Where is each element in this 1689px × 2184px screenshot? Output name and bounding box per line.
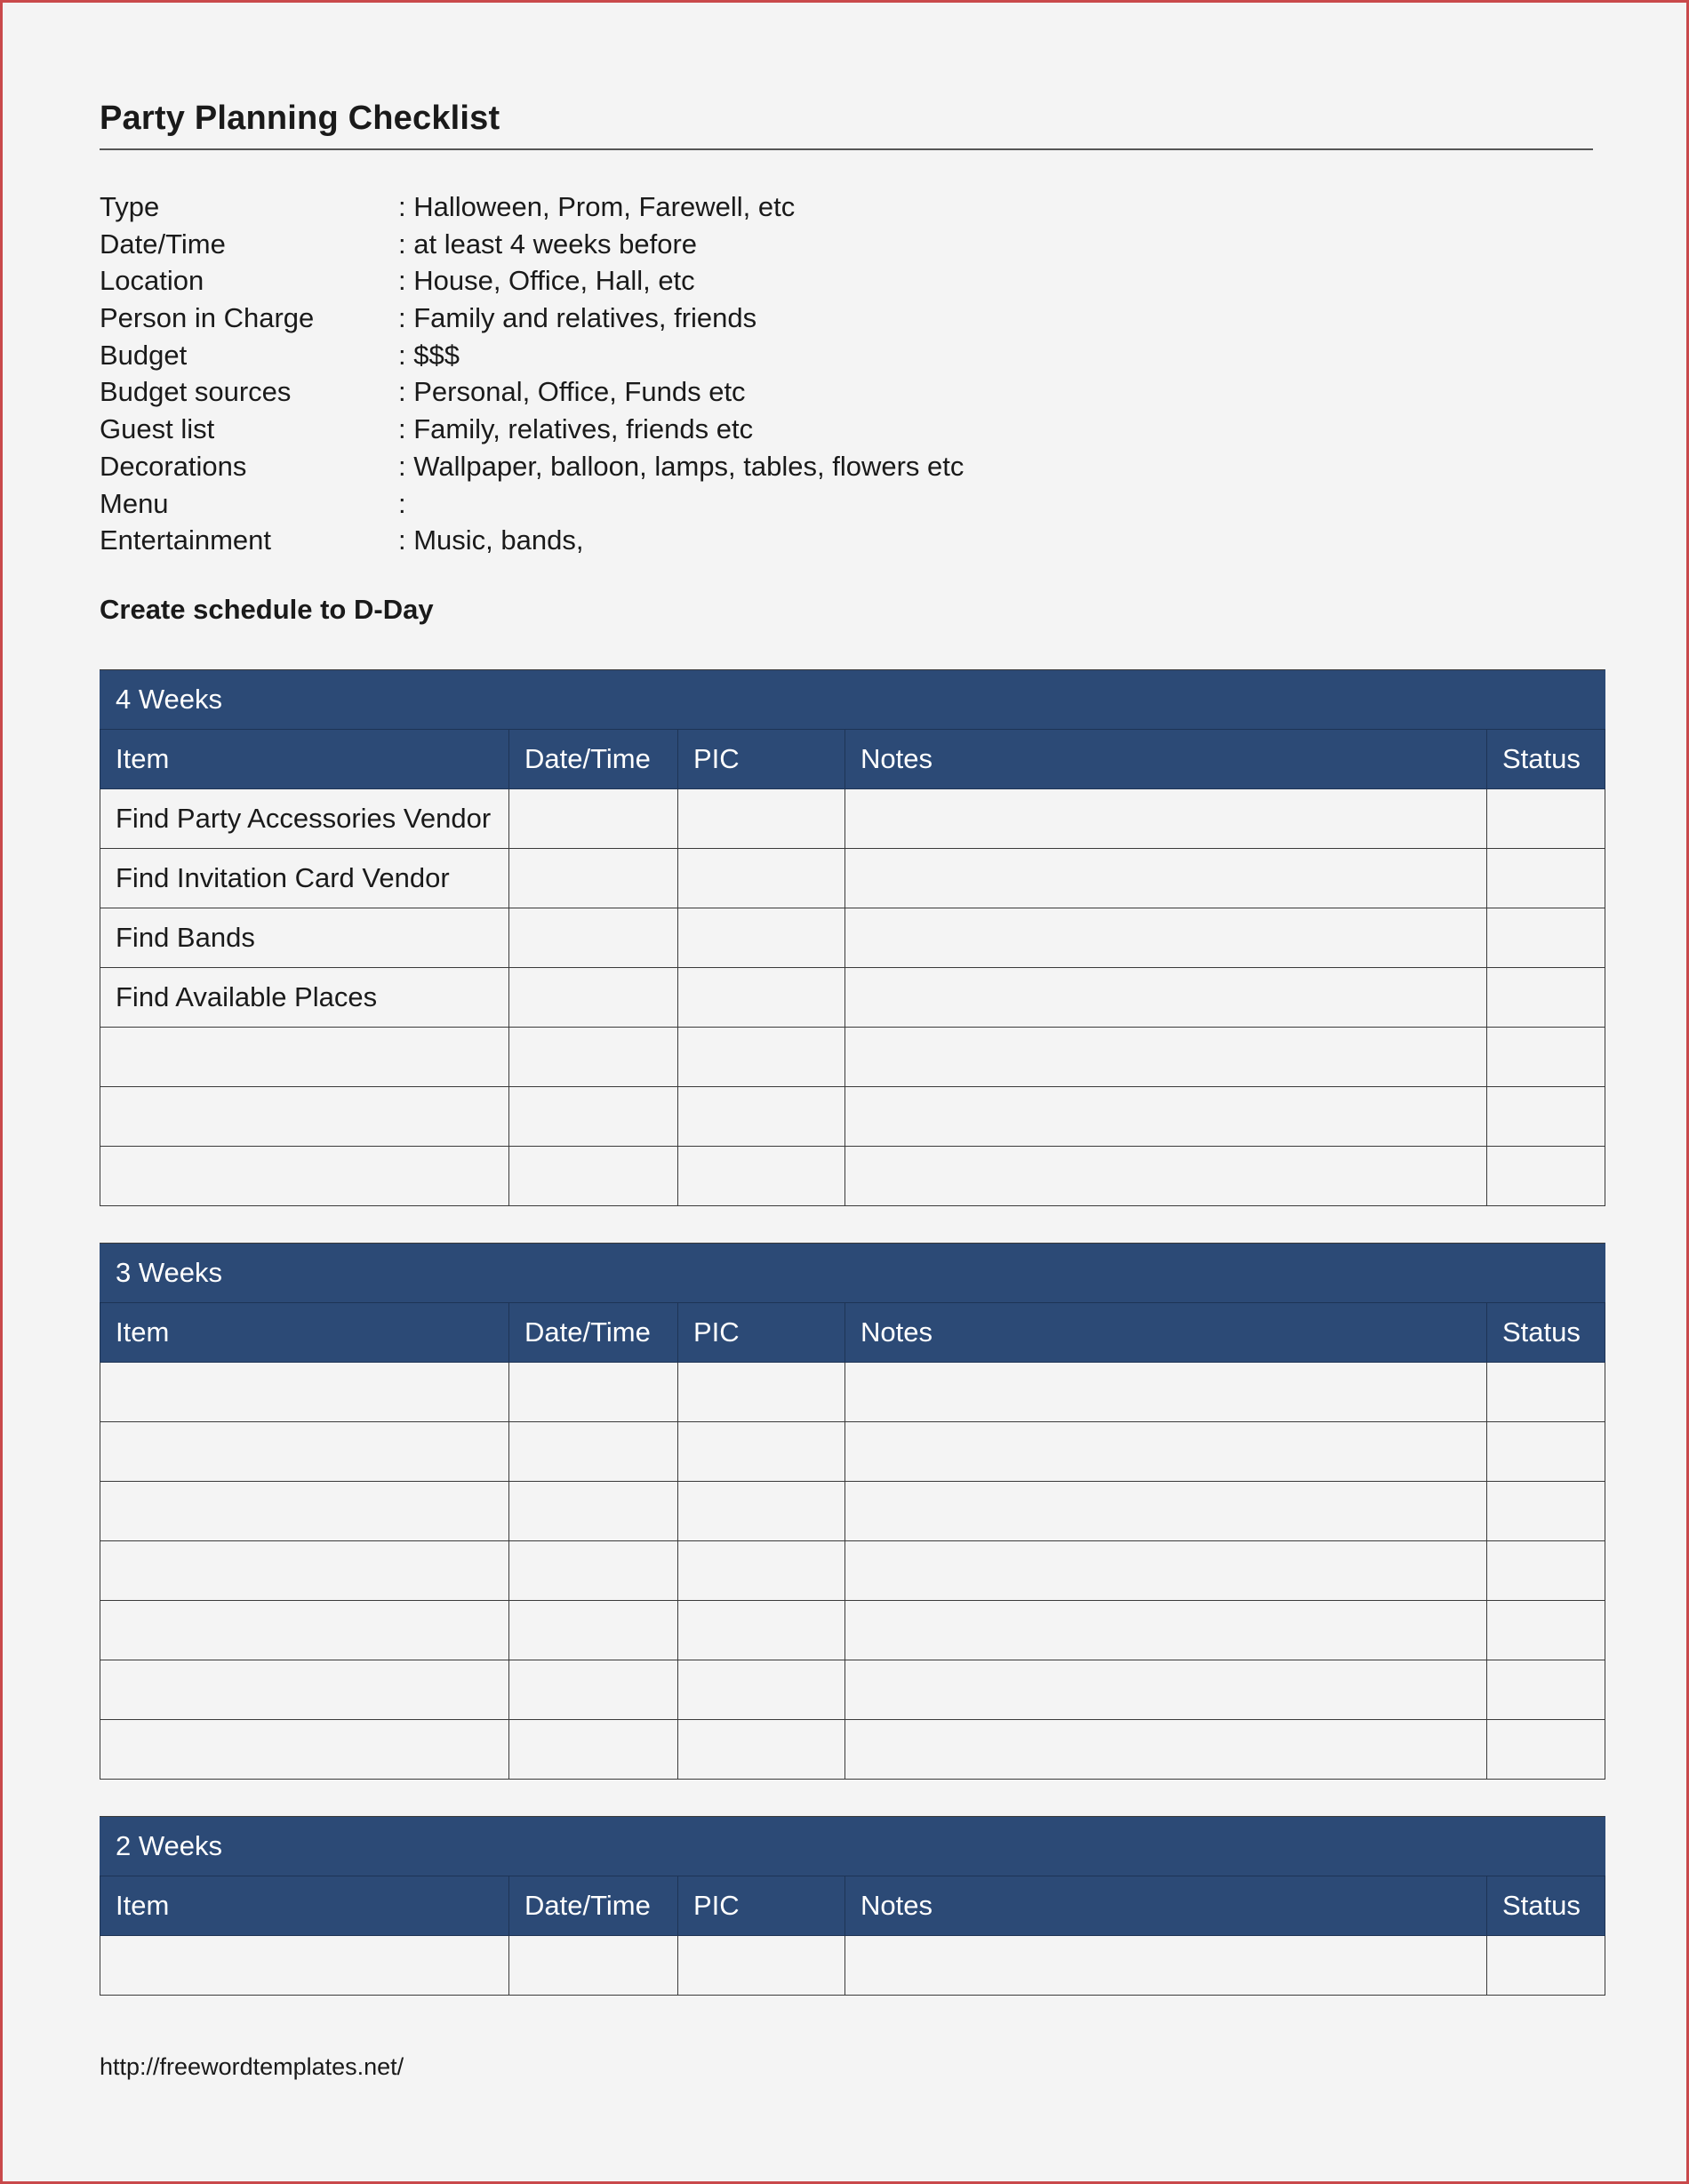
column-header: Status <box>1487 1303 1605 1363</box>
table-cell[interactable] <box>509 849 678 908</box>
column-header: Date/Time <box>509 1303 678 1363</box>
detail-row <box>100 337 964 374</box>
table-cell[interactable] <box>678 968 845 1028</box>
detail-row <box>100 188 964 226</box>
table-cell[interactable] <box>509 1147 678 1206</box>
column-header: Item <box>100 1303 509 1363</box>
detail-value: : $$$ <box>398 339 460 371</box>
table-cell[interactable] <box>678 1087 845 1147</box>
table-cell[interactable] <box>509 1087 678 1147</box>
table-row <box>100 1601 1605 1660</box>
detail-value: : Personal, Office, Funds etc <box>398 376 746 408</box>
table-row <box>100 1363 1605 1422</box>
table-row <box>100 1482 1605 1541</box>
table-cell[interactable]: Find Party Accessories Vendor <box>100 789 509 849</box>
table-row <box>100 908 1605 968</box>
table-row <box>100 1087 1605 1147</box>
table-cell[interactable] <box>845 1028 1487 1087</box>
table-cell[interactable] <box>1487 1363 1605 1422</box>
table-cell[interactable] <box>845 968 1487 1028</box>
table-row <box>100 1660 1605 1720</box>
table-cell[interactable] <box>845 1482 1487 1541</box>
table-cell[interactable] <box>678 1147 845 1206</box>
table-cell[interactable] <box>1487 1422 1605 1482</box>
table-cell[interactable] <box>678 1541 845 1601</box>
table-cell[interactable] <box>100 1028 509 1087</box>
table-row <box>100 1936 1605 1996</box>
table-cell[interactable] <box>509 1422 678 1482</box>
detail-row <box>100 411 964 448</box>
column-header: Notes <box>845 1303 1487 1363</box>
table-cell[interactable] <box>100 1363 509 1422</box>
table-cell[interactable] <box>678 789 845 849</box>
column-header: PIC <box>678 1876 845 1936</box>
table-cell[interactable] <box>845 1147 1487 1206</box>
table-cell[interactable] <box>509 1363 678 1422</box>
detail-label: Location <box>100 265 204 297</box>
table-cell[interactable] <box>509 1482 678 1541</box>
detail-row <box>100 373 964 411</box>
table-cell[interactable] <box>100 1482 509 1541</box>
detail-row <box>100 522 964 559</box>
table-cell[interactable] <box>678 908 845 968</box>
table-cell[interactable] <box>100 1660 509 1720</box>
section-heading: Create schedule to D-Day <box>100 594 434 625</box>
table-cell[interactable] <box>1487 1482 1605 1541</box>
table-cell[interactable] <box>509 1541 678 1601</box>
column-header: Notes <box>845 730 1487 789</box>
table-row <box>100 1422 1605 1482</box>
table-row <box>100 1028 1605 1087</box>
table-cell[interactable] <box>1487 1028 1605 1087</box>
detail-value: : at least 4 weeks before <box>398 228 698 260</box>
table-cell[interactable] <box>509 1028 678 1087</box>
detail-label: Budget sources <box>100 376 292 408</box>
table-cell[interactable] <box>1487 849 1605 908</box>
detail-label: Menu <box>100 487 169 519</box>
table-cell[interactable] <box>1487 908 1605 968</box>
table-cell[interactable] <box>678 1601 845 1660</box>
column-header: Status <box>1487 730 1605 789</box>
column-header: Item <box>100 730 509 789</box>
table-cell[interactable] <box>1487 1720 1605 1780</box>
page-title: Party Planning Checklist <box>100 100 500 137</box>
table-row <box>100 849 1605 908</box>
table-cell[interactable] <box>1487 968 1605 1028</box>
column-header: PIC <box>678 1303 845 1363</box>
table-cell[interactable] <box>678 1936 845 1996</box>
detail-row <box>100 448 964 485</box>
table-cell[interactable] <box>678 1028 845 1087</box>
table-cell[interactable] <box>100 1720 509 1780</box>
event-details <box>100 188 964 559</box>
schedule-table-2-weeks <box>100 1816 1605 1996</box>
table-cell[interactable] <box>845 1601 1487 1660</box>
column-header: Date/Time <box>509 730 678 789</box>
table-cell[interactable] <box>100 1087 509 1147</box>
table-cell[interactable] <box>100 1422 509 1482</box>
table-cell[interactable] <box>1487 789 1605 849</box>
table-cell[interactable]: Find Bands <box>100 908 509 968</box>
table-cell[interactable] <box>1487 1087 1605 1147</box>
schedule-table-3-weeks <box>100 1243 1605 1780</box>
table-cell[interactable] <box>1487 1147 1605 1206</box>
detail-value: : <box>398 487 406 519</box>
table-cell[interactable] <box>100 1936 509 1996</box>
detail-row <box>100 262 964 300</box>
table-cell[interactable] <box>509 908 678 968</box>
detail-label: Decorations <box>100 450 247 482</box>
table-cell[interactable] <box>678 1482 845 1541</box>
table-cell[interactable]: Find Invitation Card Vendor <box>100 849 509 908</box>
detail-value: : Family and relatives, friends <box>398 302 757 334</box>
table-cell[interactable] <box>845 1660 1487 1720</box>
column-header: Item <box>100 1876 509 1936</box>
detail-value: : Family, relatives, friends etc <box>398 413 754 445</box>
detail-row <box>100 300 964 337</box>
detail-label: Guest list <box>100 413 215 445</box>
table-cell[interactable] <box>509 789 678 849</box>
table-cell[interactable] <box>845 908 1487 968</box>
column-header: PIC <box>678 730 845 789</box>
table-row <box>100 1147 1605 1206</box>
table-cell[interactable] <box>845 1720 1487 1780</box>
table-cell[interactable] <box>845 1422 1487 1482</box>
table-cell[interactable] <box>100 1541 509 1601</box>
table-cell[interactable]: Find Available Places <box>100 968 509 1028</box>
table-cell[interactable] <box>678 1660 845 1720</box>
table-cell[interactable] <box>678 1422 845 1482</box>
title-divider <box>100 148 1593 150</box>
schedule-title: 3 Weeks <box>100 1244 1605 1303</box>
table-cell[interactable] <box>509 1660 678 1720</box>
detail-value: : Halloween, Prom, Farewell, etc <box>398 191 796 222</box>
schedule-title: 4 Weeks <box>100 670 1605 730</box>
table-cell[interactable] <box>1487 1936 1605 1996</box>
table-cell[interactable] <box>509 1936 678 1996</box>
detail-label: Person in Charge <box>100 302 315 334</box>
table-cell[interactable] <box>678 1720 845 1780</box>
table-cell[interactable] <box>100 1601 509 1660</box>
table-cell[interactable] <box>845 1936 1487 1996</box>
table-cell[interactable] <box>1487 1660 1605 1720</box>
column-header: Date/Time <box>509 1876 678 1936</box>
table-row <box>100 1720 1605 1780</box>
table-cell[interactable] <box>509 1601 678 1660</box>
schedule-table-4-weeks <box>100 669 1605 1206</box>
table-cell[interactable] <box>1487 1541 1605 1601</box>
column-header: Notes <box>845 1876 1487 1936</box>
detail-value: : House, Office, Hall, etc <box>398 265 695 297</box>
detail-row <box>100 226 964 263</box>
column-header: Status <box>1487 1876 1605 1936</box>
table-cell[interactable] <box>845 1363 1487 1422</box>
detail-label: Type <box>100 191 160 222</box>
detail-value: : Wallpaper, balloon, lamps, tables, flowers etc <box>398 450 965 482</box>
table-cell[interactable] <box>678 849 845 908</box>
detail-label: Budget <box>100 339 188 371</box>
detail-label: Entertainment <box>100 524 271 556</box>
table-cell[interactable] <box>509 968 678 1028</box>
table-row <box>100 789 1605 849</box>
table-cell[interactable] <box>845 789 1487 849</box>
table-cell[interactable] <box>509 1720 678 1780</box>
detail-value: : Music, bands, <box>398 524 584 556</box>
table-cell[interactable] <box>845 1541 1487 1601</box>
table-cell[interactable] <box>678 1363 845 1422</box>
schedule-title: 2 Weeks <box>100 1817 1605 1876</box>
detail-row <box>100 485 964 523</box>
table-cell[interactable] <box>845 849 1487 908</box>
table-row <box>100 1541 1605 1601</box>
table-cell[interactable] <box>845 1087 1487 1147</box>
table-row <box>100 968 1605 1028</box>
table-cell[interactable] <box>100 1147 509 1206</box>
footer-link[interactable]: http://freewordtemplates.net/ <box>100 2053 404 2080</box>
table-cell[interactable] <box>1487 1601 1605 1660</box>
detail-label: Date/Time <box>100 228 226 260</box>
